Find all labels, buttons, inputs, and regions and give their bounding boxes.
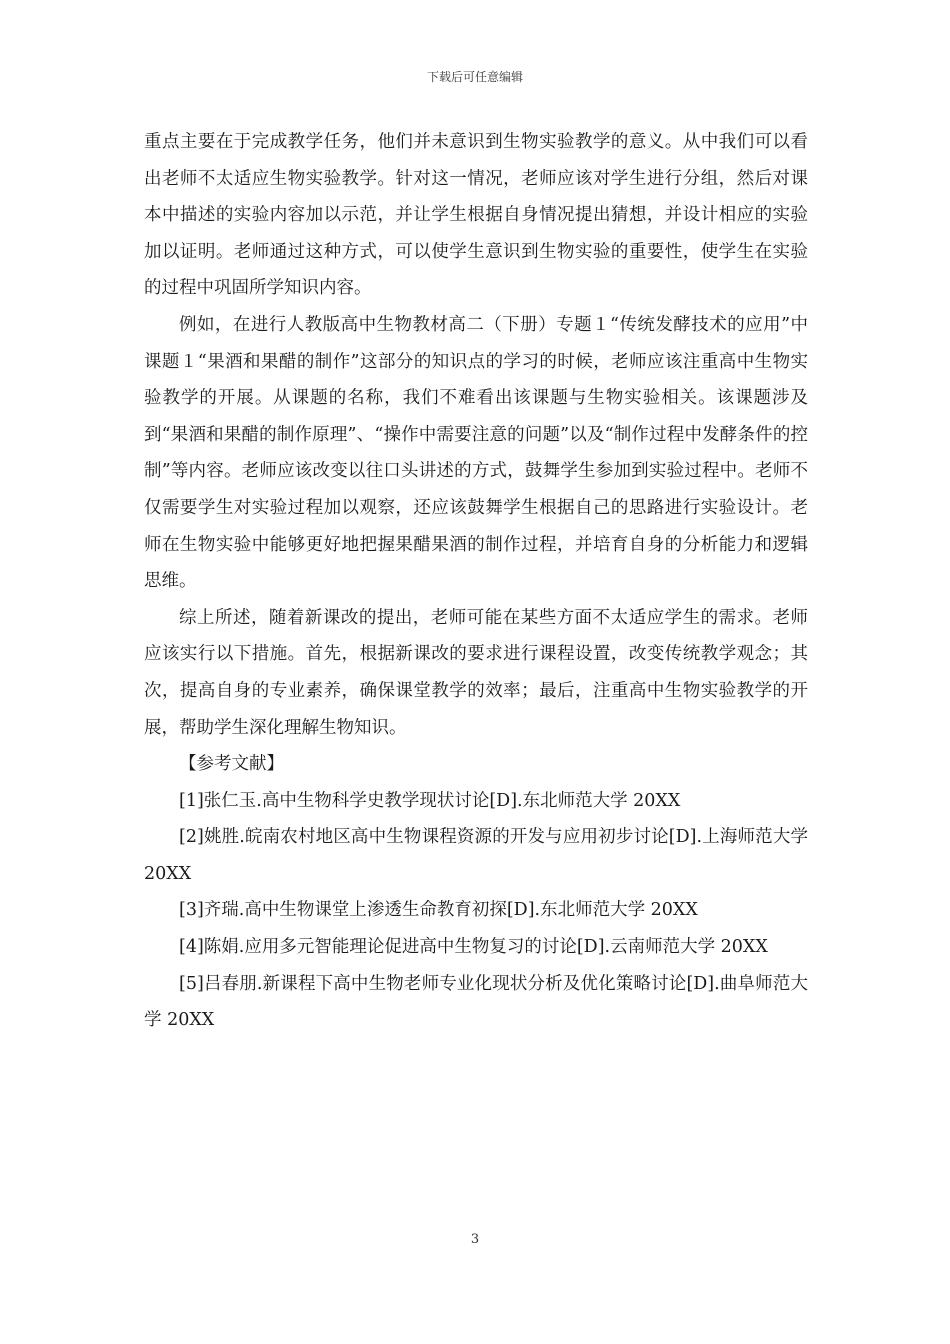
reference-item-1: [1]张仁玉.高中生物科学史教学现状讨论[D].东北师范大学 20XX (179, 790, 681, 811)
document-body (144, 124, 808, 1039)
body-paragraph-3: 综上所述，随着新课改的提出，老师可能在某些方面不太适应学生的需求。老师应该实行以下措施。首先，根据新课改的要求进行课程设置，改变传统教学观念；其次，提高自身的专业素养，确保课堂教学的效率；最后，注重高中生物实验教学的开展，帮助学生深化理解生物知识。 (144, 607, 808, 738)
header-note: 下载后可任意编辑 (426, 70, 523, 84)
body-paragraph-2: 例如，在进行人教版高中生物教材高二（下册）专题１“传统发酵技术的应用”中课题１“果酒和果醋的制作”这部分的知识点的学习的时候，老师应该注重高中生物实验教学的开展。从课题的名称，我们不难看出该课题与生物实验相关。该课题涉及到“果酒和果醋的制作原理”、“操作中需要注意的问题”以及“制作过程中发酵条件的控制”等内容。老师应该改变以往口头讲述的方式，鼓舞学生参加到实验过程中。老师不仅需要学生对实验过程加以观察，还应该鼓舞学生根据自己的思路进行实验设计。老师在生物实验中能够更好地把握果醋果酒的制作过程，并培育自身的分析能力和逻辑思维。 (144, 314, 808, 592)
reference-item-3: [3]齐瑞.高中生物课堂上渗透生命教育初探[D].东北师范大学 20XX (179, 900, 698, 921)
references-heading: 【参考文献】 (179, 754, 284, 775)
reference-item-5: [5]吕春朋.新课程下高中生物老师专业化现状分析及优化策略讨论[D].曲阜师范大学 20XX (144, 973, 808, 1031)
body-paragraph-1: 重点主要在于完成教学任务，他们并未意识到生物实验教学的意义。从中我们可以看出老师不太适应生物实验教学。针对这一情况，老师应该对学生进行分组，然后对课本中描述的实验内容加以示范，并让学生根据自身情况提出猜想，并设计相应的实验加以证明。老师通过这种方式，可以使学生意识到生物实验的重要性，使学生在实验的过程中巩固所学知识内容。 (144, 132, 808, 299)
page-number: 3 (470, 1232, 480, 1247)
reference-item-4: [4]陈娟.应用多元智能理论促进高中生物复习的讨论[D].云南师范大学 20XX (179, 937, 768, 958)
reference-item-2: [2]姚胜.皖南农村地区高中生物课程资源的开发与应用初步讨论[D].上海师范大学 20XX (144, 827, 808, 884)
